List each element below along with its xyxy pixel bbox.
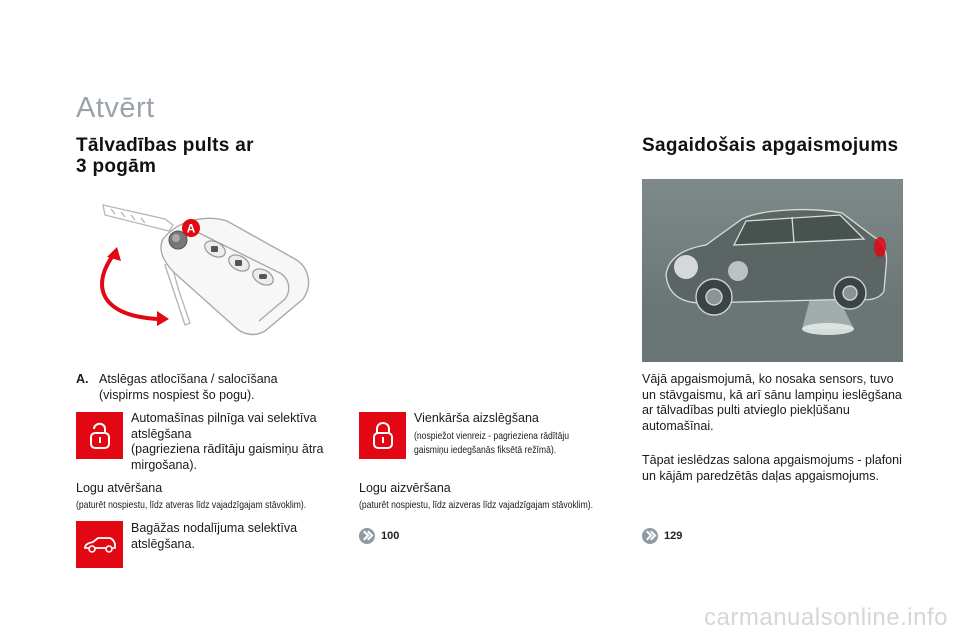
remote-heading-line2: 3 pogām <box>76 156 157 177</box>
watermark: carmanualsonline.info <box>704 604 948 631</box>
page-ref-100-label: 100 <box>381 530 400 542</box>
headlight-right <box>728 261 748 281</box>
window-close-title: Logu aizvēršana <box>359 481 451 495</box>
boot-button-icon-box <box>76 521 123 568</box>
unlock-line2: atslēgšana <box>131 426 192 441</box>
para1-line1: Vājā apgaismojumā, ko nosaka sensors, tuvo <box>642 372 894 386</box>
car-illustration <box>642 179 903 362</box>
fold-arrow-head-bottom <box>157 311 169 326</box>
car-boot-icon <box>83 535 117 555</box>
para1-line3: ar tālvadības pulti atvieglo piekļūšanu <box>642 403 850 417</box>
remote-heading <box>76 135 254 177</box>
unlock-line1: Automašīnas pilnīga vai selektīva <box>131 411 317 425</box>
lock-note1: (nospiežot vienreiz - pagrieziena rādītāju <box>414 429 570 442</box>
welcome-lighting-para2 <box>642 453 902 484</box>
item-a-label: A. <box>76 372 89 386</box>
page-ref-100[interactable] <box>359 528 399 544</box>
lock-button-icon-box <box>359 412 406 459</box>
welcome-lighting-para1 <box>642 372 902 434</box>
item-a-line2: (vispirms nospiest šo pogu). <box>99 387 255 402</box>
para2-line1: Tāpat ieslēdzas salona apgaismojums - plafoni <box>642 453 902 467</box>
fold-arrow <box>102 253 161 319</box>
unlock-button-icon-box <box>76 412 123 459</box>
item-a-text <box>99 372 278 403</box>
remote-key-illustration <box>95 195 335 345</box>
window-open-title: Logu atvēršana <box>76 481 163 495</box>
remote-heading-line1: Tālvadības pults ar <box>76 135 254 156</box>
para2-line2: un kājām paredzētās daļas apgaismojums. <box>642 468 879 483</box>
window-close-note: (paturēt nospiestu, līdz aizveras līdz vajadzīgajam stāvoklim). <box>359 499 594 511</box>
locked-padlock-icon <box>368 421 398 451</box>
page-title: Atvērt <box>76 92 155 124</box>
boot-line1: Bagāžas nodalījuma selektīva <box>131 521 298 535</box>
chevron-double-right-icon <box>642 528 658 544</box>
page-ref-129-label: 129 <box>664 530 683 542</box>
side-lamp-red <box>874 237 886 257</box>
puddle-light-spot <box>802 323 854 335</box>
lock-note2: gaismiņu iedegšanās fiksētā režīmā). <box>414 443 557 456</box>
marker-a-label: A <box>186 221 196 236</box>
headlight-left <box>674 255 698 279</box>
boot-line2: atslēgšana. <box>131 536 195 551</box>
lock-title: Vienkārša aizslēgšana <box>414 411 539 425</box>
para1-line4: automašīnai. <box>642 418 714 433</box>
ground <box>642 309 903 362</box>
item-a-line1: Atslēgas atlocīšana / salocīšana <box>99 372 278 386</box>
unlocked-padlock-icon <box>85 421 115 451</box>
unlock-line3: (pagrieziena rādītāju gaismiņu ātra <box>131 442 324 456</box>
para1-line2: un stāvgaismu, kā arī sānu lampiņu ieslēgšana <box>642 387 902 402</box>
key-release-highlight <box>172 234 180 242</box>
chevron-double-right-icon <box>359 528 375 544</box>
lock-description <box>414 411 603 455</box>
window-open-note: (paturēt nospiestu, līdz atveras līdz vajadzīgajam stāvoklim). <box>76 499 307 511</box>
welcome-lighting-heading: Sagaidošais apgaismojums <box>642 135 899 156</box>
car-welcome-lighting-photo <box>642 179 903 362</box>
boot-description <box>131 521 297 552</box>
page-ref-129[interactable] <box>642 528 682 544</box>
unlock-description <box>131 411 323 473</box>
unlock-line4: mirgošana). <box>131 457 197 472</box>
